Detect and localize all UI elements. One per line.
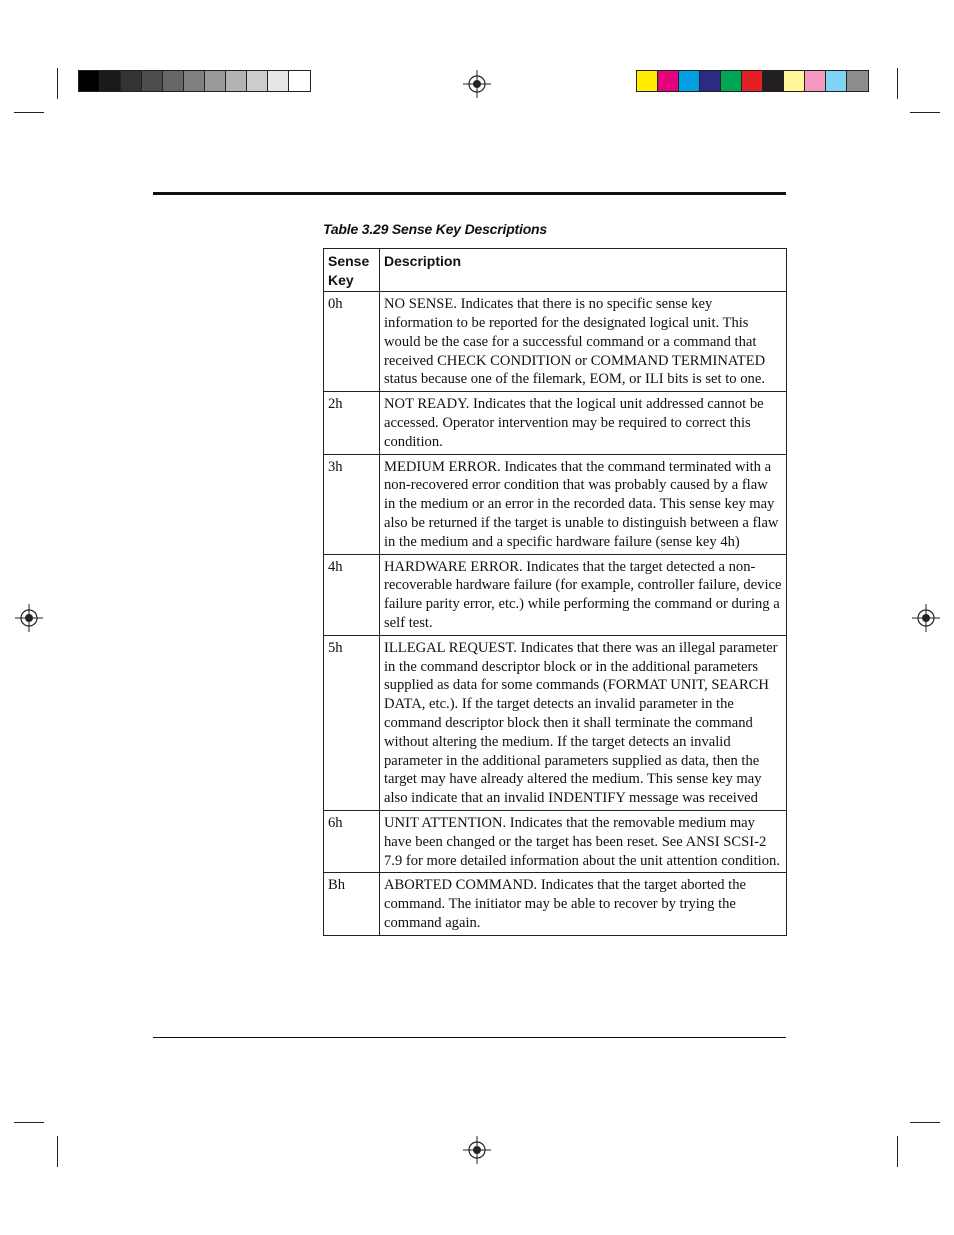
color-swatch	[742, 71, 763, 91]
description-cell: MEDIUM ERROR. Indicates that the command terminated with a non-recovered error condition that was probably caused by a flaw in the medium or an error in the recorded data. This sense key may also be returned if the target is unable to distinguish between a flaw in the medium and a specific hardware failure (sense key 4h)	[380, 454, 787, 554]
color-swatch	[763, 71, 784, 91]
color-swatch	[100, 71, 121, 91]
table-row	[324, 635, 787, 810]
color-swatch	[679, 71, 700, 91]
sense-key-cell: 5h	[324, 635, 380, 810]
crop-mark	[897, 68, 898, 99]
description-cell: ILLEGAL REQUEST. Indicates that there was an illegal parameter in the command descriptor block or in the additional parameters supplied as data for some commands (FORMAT UNIT, SEARCH DATA, etc.). If the target detects an invalid parameter in the command descriptor block then it shall terminate the command without altering the medium. If the target detects an invalid parameter in the additional parameters supplied as data, then the target may have already altered the medium. This sense key may also indicate that an invalid INDENTIFY message was received	[380, 635, 787, 810]
table-header-row	[324, 249, 787, 292]
color-swatch	[79, 71, 100, 91]
table-row	[324, 292, 787, 392]
grayscale-bar	[78, 70, 311, 92]
table-row	[324, 873, 787, 935]
color-swatch	[121, 71, 142, 91]
color-swatch	[205, 71, 226, 91]
color-swatch	[268, 71, 289, 91]
registration-target-icon	[463, 70, 491, 98]
header-description: Description	[380, 249, 787, 292]
color-swatch	[721, 71, 742, 91]
registration-target-icon	[912, 604, 940, 632]
registration-target-icon	[463, 1136, 491, 1164]
description-cell: ABORTED COMMAND. Indicates that the target aborted the command. The initiator may be able to recover by trying the command again.	[380, 873, 787, 935]
description-cell: NO SENSE. Indicates that there is no specific sense key information to be reported for the designated logical unit. This would be the case for a successful command or a command that received CHECK CONDITION or COMMAND TERMINATED status because one of the filemark, EOM, or ILI bits is set to one.	[380, 292, 787, 392]
crop-mark	[57, 1136, 58, 1167]
bottom-rule	[153, 1037, 786, 1038]
description-cell: NOT READY. Indicates that the logical unit addressed cannot be accessed. Operator intervention may be required to correct this condition.	[380, 392, 787, 454]
color-swatch	[784, 71, 805, 91]
color-swatch	[247, 71, 268, 91]
color-swatch	[289, 71, 310, 91]
table-row	[324, 392, 787, 454]
table-row	[324, 454, 787, 554]
color-swatch	[658, 71, 679, 91]
table-row	[324, 554, 787, 635]
color-swatch	[142, 71, 163, 91]
sense-key-cell: 3h	[324, 454, 380, 554]
crop-mark	[910, 112, 940, 113]
color-swatch	[805, 71, 826, 91]
color-swatch	[163, 71, 184, 91]
sense-key-cell: 0h	[324, 292, 380, 392]
color-bar	[636, 70, 869, 92]
color-swatch	[826, 71, 847, 91]
sense-key-cell: 2h	[324, 392, 380, 454]
sense-key-cell: 6h	[324, 810, 380, 872]
header-sense-key: Sense Key	[324, 249, 380, 292]
sense-key-cell: 4h	[324, 554, 380, 635]
crop-mark	[910, 1122, 940, 1123]
crop-mark	[14, 112, 44, 113]
color-swatch	[226, 71, 247, 91]
top-rule	[153, 192, 786, 195]
crop-mark	[14, 1122, 44, 1123]
registration-target-icon	[15, 604, 43, 632]
table-row	[324, 810, 787, 872]
table-caption: Table 3.29 Sense Key Descriptions	[323, 221, 547, 237]
crop-mark	[57, 68, 58, 99]
color-swatch	[184, 71, 205, 91]
description-cell: HARDWARE ERROR. Indicates that the target detected a non-recoverable hardware failure (for example, controller failure, device failure parity error, etc.) while performing the command or during a self test.	[380, 554, 787, 635]
crop-mark	[897, 1136, 898, 1167]
color-swatch	[637, 71, 658, 91]
color-swatch	[700, 71, 721, 91]
sense-key-table	[323, 248, 787, 936]
description-cell: UNIT ATTENTION. Indicates that the removable medium may have been changed or the target has been reset. See ANSI SCSI-2 7.9 for more detailed information about the unit attention condition.	[380, 810, 787, 872]
sense-key-cell: Bh	[324, 873, 380, 935]
color-swatch	[847, 71, 868, 91]
